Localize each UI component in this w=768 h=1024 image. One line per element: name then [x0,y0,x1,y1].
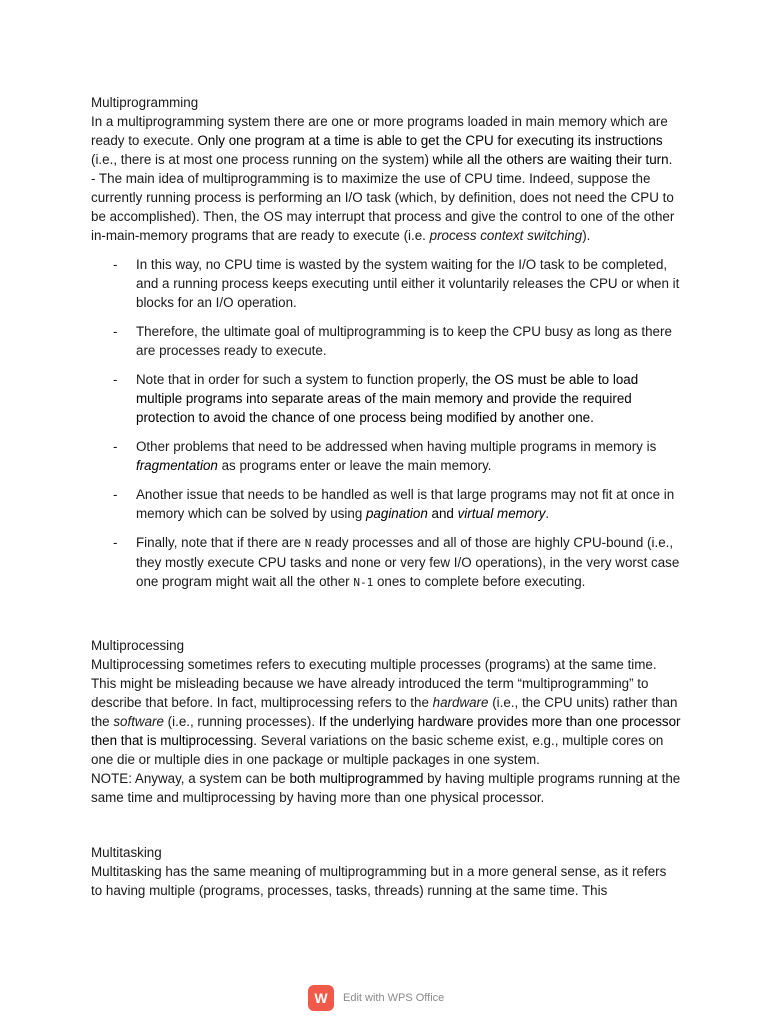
text-run: Note that in order for such a system to function properly, [136,372,473,387]
code-text: N-1 [353,576,374,589]
text-run: . Several variations on the basic scheme exist, e.g., multiple cores on one die or multiple dies in one package or multiple packages in one system. [91,733,664,767]
highlighted-text: If the underlying hardware provides more than one processor then that is multiprocessing [91,714,681,748]
paragraph-multiprocessing [91,655,681,769]
paragraph-multiprogramming-intro [91,112,681,169]
section-spacer [91,807,681,843]
list-item [91,370,681,427]
italic-term: fragmentation [136,458,218,473]
italic-term: process context switching [429,228,583,243]
code-text: N [304,537,312,550]
text-run: Another issue that needs to be handled as well is that large programs may not fit at once in memory which can be solved by using [136,487,675,521]
list-item [91,485,681,523]
text-run: by having multiple programs running at the same time and multiprocessing by having more than one physical processor. [91,771,681,805]
highlighted-text: the OS must be able to load multiple programs into separate areas of the main memory and provide the required protection to avoid the chance of one process being modified by another one. [136,372,639,425]
text-run: In a multiprogramming system there are one or more programs loaded in main memory which are ready to execute. [91,114,668,148]
highlighted-text: while all the others are waiting their turn [432,152,669,167]
section-title-multiprogramming: Multiprogramming [91,95,199,110]
text-run: In this way, no CPU time is wasted by the system waiting for the I/O task to be completed, and a running process keeps executing until either it voluntarily releases the CPU or when it blocks for an I/O operation. [136,257,680,310]
italic-term: hardware [432,695,489,710]
highlighted-text: both multiprogrammed [289,771,424,786]
text-run: NOTE: Anyway, a system can be [91,771,290,786]
list-item [91,533,681,592]
italic-term: virtual memory [457,506,546,521]
bullet-list [91,255,681,592]
text-run: Other problems that need to be addressed when having multiple programs in memory is [136,439,657,454]
section-spacer [91,602,681,636]
paragraph-main-idea [91,169,681,245]
list-item [91,437,681,475]
text-run: Finally, note that if there are [136,535,305,550]
text-run: (i.e., running processes). [163,714,319,729]
text-run: . [545,506,550,521]
wps-logo-icon: W [308,985,334,1011]
text-run: (i.e., the CPU units) rather than the [91,695,678,729]
text-run: Multiprocessing sometimes refers to executing multiple processes (programs) at the same time. This might be misleading because we have already introduced the term “multiprogramming” to describe that before. In fact, multiprocessing refers to the [91,657,657,710]
section-title-multitasking: Multitasking [91,845,162,860]
text-run: . [668,152,673,167]
section-title-multiprocessing: Multiprocessing [91,638,185,653]
text-run: ready processes and all of those are highly CPU-bound (i.e., they mostly execute CPU tasks and none or very few I/O operations), in the very worst case one program might wait all the other [136,535,680,589]
text-run: ). [582,228,591,243]
document-page [91,93,681,900]
wps-edit-banner[interactable] [308,985,444,1011]
text-run: ones to complete before executing. [373,574,586,589]
text-run: Therefore, the ultimate goal of multiprogramming is to keep the CPU busy as long as there are processes ready to execute. [136,324,672,358]
text-run: - The main idea of multiprogramming is to maximize the use of CPU time. Indeed, suppose the currently running process is performing an I/O task (which, by definition, does not need the CPU to be accomplished). Then, the OS may interrupt that process and give the control to one of the other in-main-memory programs that are ready to execute (i.e. [91,171,675,243]
text-run: (i.e., there is at most one process running on the system) [91,152,433,167]
text-run: as programs enter or leave the main memory. [217,458,492,473]
italic-term: software [113,714,164,729]
list-item [91,255,681,312]
paragraph-note [91,769,681,807]
italic-term: pagination [365,506,428,521]
list-item [91,322,681,360]
text-run: and [427,506,458,521]
wps-edit-label[interactable]: Edit with WPS Office [343,991,445,1004]
highlighted-text: Only one program at a time is able to get the CPU for executing its instructions [197,133,663,148]
paragraph-multitasking: Multitasking has the same meaning of multiprogramming but in a more general sense, as it refers to having multiple (programs, processes, tasks, threads) running at the same time. This [91,864,667,898]
